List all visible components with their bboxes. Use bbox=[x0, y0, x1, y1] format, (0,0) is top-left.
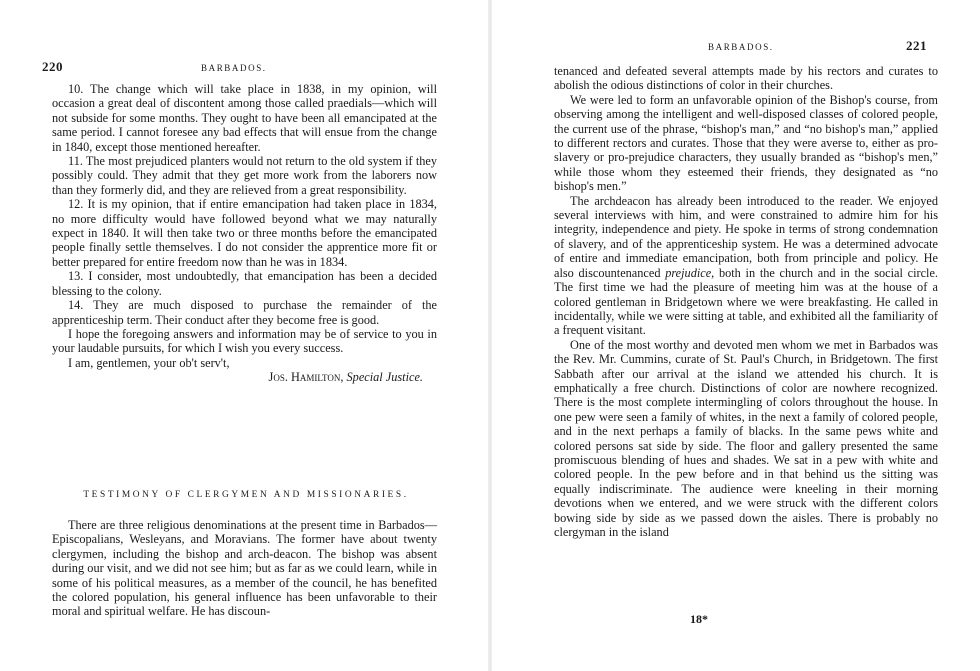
continued-paragraph: tenanced and defeated several attempts made by his rectors and curates to abolish the odious distinctions of color in their churches. bbox=[554, 64, 938, 93]
section-paragraph: There are three religious denominations at the present time in Barbados—Episcopalians, Wesleyans, and Moravians. The former have about twenty clergymen, including the bishop and arch-deacon. The bishop was absent during our visit, and we did not see him; but as far as we could learn, while in some of his political measures, as a member of the council, he has benefited the colored population, his general influence has been unfavorable to their moral and spiritual welfare. He has discoun- bbox=[52, 518, 437, 619]
right-page bbox=[490, 0, 980, 671]
section-heading: TESTIMONY OF CLERGYMEN AND MISSIONARIES. bbox=[83, 490, 409, 500]
right-text-column bbox=[554, 64, 938, 539]
signature-name: Jos. Hamilton, bbox=[268, 370, 344, 385]
answer-paragraph-10: 10. The change which will take place in 1838, in my opinion, will occasion a great deal of discontent among those called praedials—which will not subside for some months. They ought to have been all emancipated at the same period. I cannot foresee any bad effects that will ensue from the change in 1840, except those mentioned hereafter. bbox=[52, 82, 437, 154]
italic-prejudice: prejudice, bbox=[665, 265, 715, 280]
signature-mark: 18* bbox=[690, 612, 708, 626]
closing-paragraph: I hope the foregoing answers and information may be of service to you in your laudable pursuits, for which I wish you every success. bbox=[52, 326, 437, 356]
answer-paragraph-12: 12. It is my opinion, that if entire emancipation had taken place in 1834, no more difficulty would have followed beyond what we may naturally expect in 1840. It will then take two or three months before the emancipated people finally settle themselves. I do not consider the apprentice more fit or better prepared for entire freedom now than he was in 1834. bbox=[52, 197, 437, 269]
signature bbox=[52, 370, 437, 384]
running-head: BARBADOS. bbox=[201, 63, 267, 73]
page-number: 221 bbox=[906, 38, 927, 53]
answer-paragraph-13: 13. I consider, most undoubtedly, that emancipation has been a decided blessing to the colony. bbox=[52, 269, 437, 298]
answer-paragraph-14: 14. They are much disposed to purchase the remainder of the apprenticeship term. Their conduct after they become free is good. bbox=[52, 298, 437, 327]
signature-title: Special Justice. bbox=[346, 370, 423, 385]
cummins-paragraph: One of the most worthy and devoted men whom we met in Barbados was the Rev. Mr. Cummins, curate of St. Paul's Church, in Bridgetown. The first Sabbath after our arrival at the island we attended his church. It is emphatically a free church. Distinctions of color are nowhere recognized. There is the most complete intermingling of colors throughout the house. In one pew were seen a family of whites, in the next a family of colored people, and in the next perhaps a family of blacks. In the same pews white and colored persons sat side by side. The floor and gallery presented the same promiscuous blending of hues and shades. We sat in a pew with white and colored people. In the pew before and in that behind us the sitting was equally indiscriminate. The audience were kneeling in their morning devotions when we entered, and we were struck with the different colors bowing side by side as we passed down the aisles. There is probably no clergyman in the island bbox=[554, 337, 938, 539]
salutation: I am, gentlemen, your ob't serv't, bbox=[68, 355, 230, 370]
page-number: 220 bbox=[42, 59, 63, 74]
answer-paragraph-11: 11. The most prejudiced planters would not return to the old system if they possibly could. They admit that they get more work from the laborers now than they formerly did, and they are relieved from a great responsibility. bbox=[52, 154, 437, 197]
archdeacon-paragraph: The archdeacon has already been introduced to the reader. We enjoyed several interviews with him, and were constrained to admire him for his integrity, independence and piety. He spoke in terms of strong condemnation of slavery, and of the apprenticeship system. He was a determined advocate of entire and immediate emancipation, both from principle and policy. He also discountenanced prejudice, both in the church and in the social circle. The first time we had the pleasure of meeting him was at the house of a colored gentleman in Bridgetown where we were breakfasting. He called in incidentally, while we were sitting at table, and exhibited all the familiarity of a frequent visitant. bbox=[554, 193, 938, 338]
left-text-column bbox=[52, 82, 437, 385]
bishop-paragraph: We were led to form an unfavorable opinion of the Bishop's course, from observing among the intelligent and well-disposed classes of colored people, the current use of the phrase, “bishop's man,” and “no bishop's man,” applied to different rectors and curates. Those that they were averse to, either as pro-slavery or pro-prejudice characters, they usually branded as “bishop's men,” while those whom they esteemed their friends, they designated as “no bishop's men.” bbox=[554, 92, 938, 194]
running-head: BARBADOS. bbox=[708, 42, 774, 52]
section-text-column bbox=[52, 518, 437, 619]
